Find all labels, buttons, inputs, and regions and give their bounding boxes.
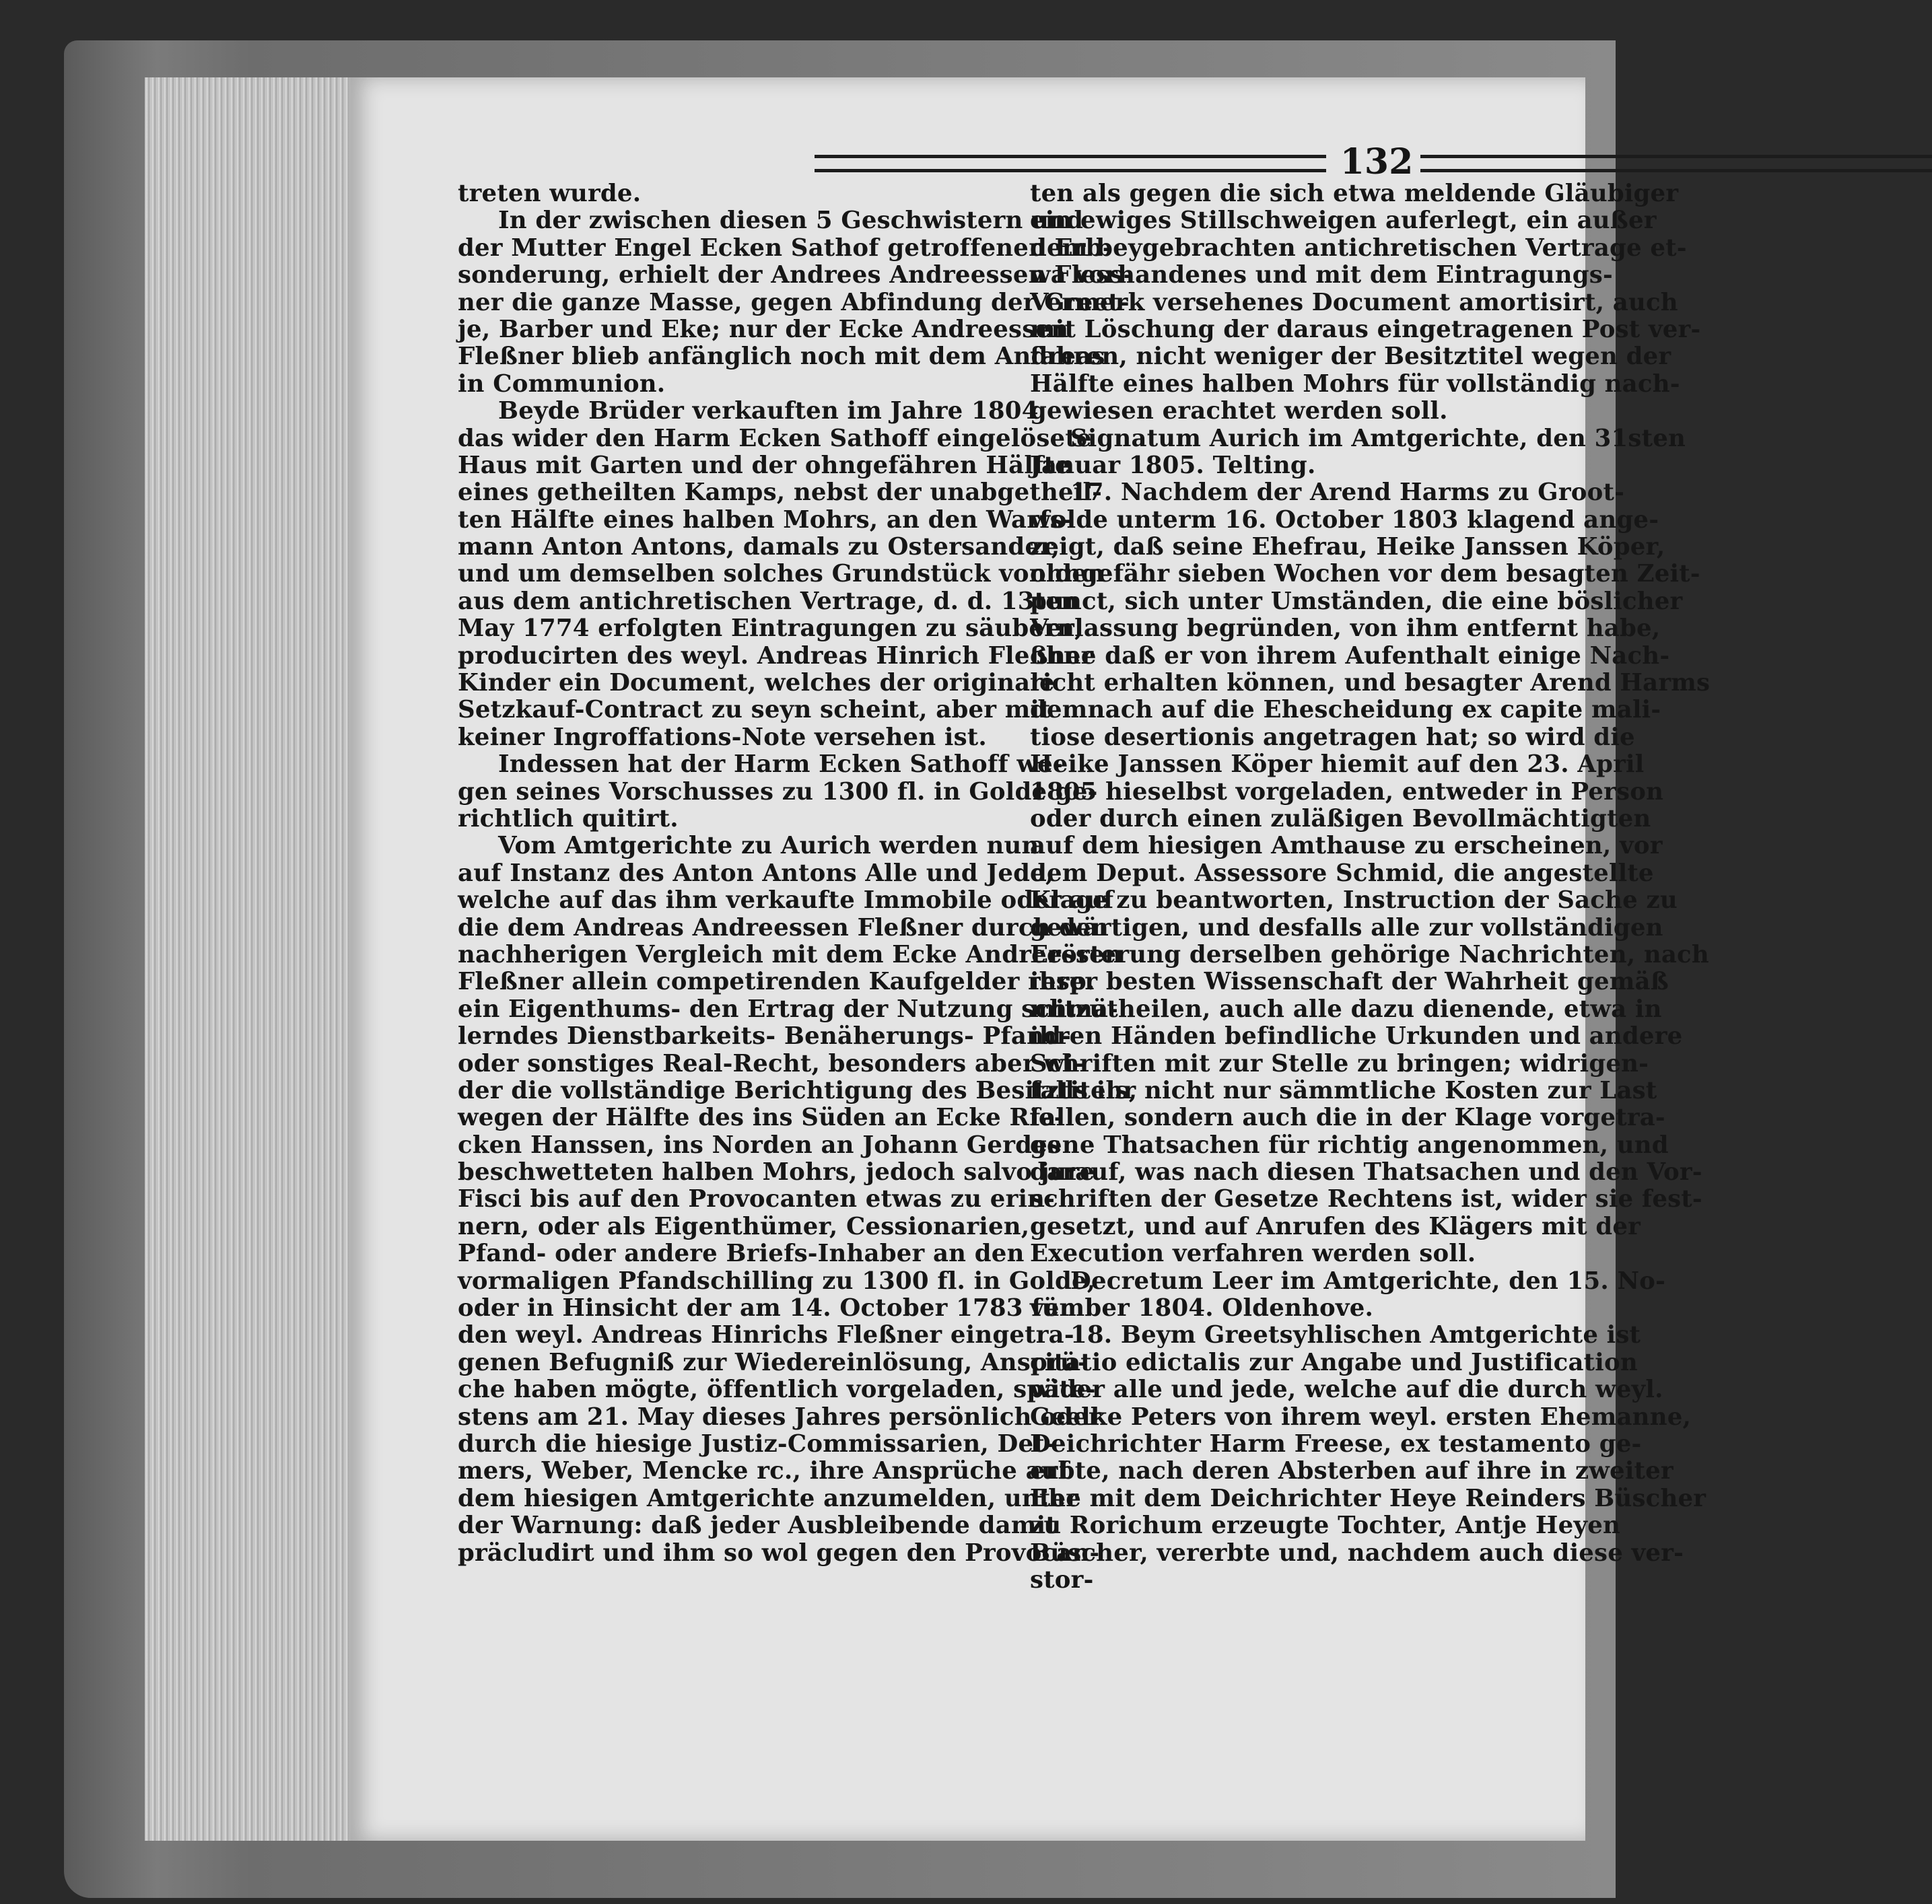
right-column-line: Execution verfahren werden soll. <box>1030 1240 1476 1268</box>
right-column-line: dem beygebrachten antichretischen Vertrage et- <box>1030 234 1687 262</box>
right-column-line: erbte, nach deren Absterben auf ihre in zweiter <box>1030 1457 1674 1485</box>
left-column-line: je, Barber und Eke; nur der Ecke Andreessen <box>458 315 1069 343</box>
left-column-line: die dem Andreas Andreessen Fleßner durch den <box>458 913 1109 942</box>
left-column-line: durch die hiesige Justiz-Commissarien, Det- <box>458 1430 1055 1458</box>
right-column-line: ohne daß er von ihrem Aufenthalt einige Nach- <box>1030 641 1670 670</box>
right-column-line: punct, sich unter Umständen, die eine böslicher <box>1030 587 1683 615</box>
right-column-line: mitzutheilen, auch alle dazu dienende, etwa in <box>1030 995 1662 1023</box>
left-column-line: cken Hanssen, ins Norden an Johann Gerdes <box>458 1131 1062 1159</box>
right-column-line: ten als gegen die sich etwa meldende Gläubiger <box>1030 180 1679 207</box>
left-column-line: eines getheilten Kamps, nebst der unabgetheil- <box>458 479 1103 507</box>
right-column-line: ein ewiges Stillschweigen auferlegt, ein außer <box>1030 207 1657 235</box>
right-column-line: gene Thatsachen für richtig angenommen, und <box>1030 1131 1669 1159</box>
right-column-line: falls ihr nicht nur sämmtliche Kosten zur Last <box>1030 1076 1657 1104</box>
right-column-line: Januar 1805. Telting. <box>1030 451 1316 479</box>
right-column-line: fallen, sondern auch die in der Klage vorgetra- <box>1030 1104 1665 1132</box>
right-column-line: Hälfte eines halben Mohrs für vollständig nach- <box>1030 369 1680 398</box>
left-column-line: beschwetteten halben Mohrs, jedoch salvo jure <box>458 1158 1095 1187</box>
left-column-line: oder sonstiges Real-Recht, besonders aber wi- <box>458 1049 1084 1078</box>
left-column-line: und um demselben solches Grundstück von den <box>458 560 1105 588</box>
left-column-line: Beyde Brüder verkauften im Jahre 1804 <box>498 397 1039 425</box>
left-column-line: In der zwischen diesen 5 Geschwistern und <box>498 207 1084 235</box>
right-column-line: auf dem hiesigen Amthause zu erscheinen, vor <box>1030 832 1663 860</box>
left-column-line: dem hiesigen Amtgerichte anzumelden, unter <box>458 1484 1079 1512</box>
right-column-line: citatio edictalis zur Angabe und Justification <box>1030 1348 1638 1376</box>
left-column-line: präcludirt und ihm so wol gegen den Provocan- <box>458 1539 1100 1567</box>
left-column-line: Pfand- oder andere Briefs-Inhaber an den <box>458 1240 1025 1268</box>
right-column-line: vember 1804. Oldenhove. <box>1030 1294 1374 1323</box>
page-stack-edges <box>145 77 353 1841</box>
left-column-line: keiner Ingroffations-Note versehen ist. <box>458 723 987 751</box>
right-column-line: Geelke Peters von ihrem weyl. ersten Ehemanne, <box>1030 1403 1692 1431</box>
right-column-line: 17. Nachdem der Arend Harms zu Groot- <box>1070 479 1625 507</box>
right-column-line: Klage zu beantworten, Instruction der Sache zu <box>1030 886 1678 915</box>
left-column-line: wegen der Hälfte des ins Süden an Ecke Rie- <box>458 1104 1064 1132</box>
right-column-line: wolde unterm 16. October 1803 klagend ange- <box>1030 505 1659 534</box>
right-column-line: 1805 hieselbst vorgeladen, entweder in Person <box>1030 777 1664 806</box>
left-column-line: Fisci bis auf den Provocanten etwas zu erin- <box>458 1185 1056 1213</box>
left-column <box>458 180 1138 1567</box>
left-column-line: ner die ganze Masse, gegen Abfindung der Greet- <box>458 288 1130 316</box>
left-column-line: ein Eigenthums- den Ertrag der Nutzung schmä- <box>458 995 1119 1023</box>
header-rule-right <box>1420 155 1932 172</box>
left-column-line: welche auf das ihm verkaufte Immobile oder auf <box>458 886 1114 915</box>
right-column-line: Ehe mit dem Deichrichter Heye Reinders Büscher <box>1030 1484 1706 1512</box>
left-column-line: der Mutter Engel Ecken Sathof getroffenen Erb- <box>458 234 1113 262</box>
page-header <box>350 141 1585 182</box>
right-column-line: Signatum Aurich im Amtgerichte, den 31sten <box>1070 424 1686 452</box>
right-column-line: stor- <box>1030 1565 1094 1594</box>
right-column-line: fahren, nicht weniger der Besitztitel wegen der <box>1030 343 1671 371</box>
left-column-line: Fleßner allein competirenden Kaufgelder resp. <box>458 968 1095 996</box>
left-column-line: May 1774 erfolgten Eintragungen zu säubern, <box>458 614 1083 643</box>
left-column-line: genen Befugniß zur Wiedereinlösung, Ansprü- <box>458 1348 1088 1376</box>
header-rule-left <box>815 155 1326 172</box>
right-column-line: Decretum Leer im Amtgerichte, den 15. No- <box>1070 1267 1665 1295</box>
left-column-line: Haus mit Garten und der ohngefähren Hälfte <box>458 451 1070 479</box>
left-column-line: treten wurde. <box>458 180 642 207</box>
left-column-line: nern, oder als Eigenthümer, Cessionarien, <box>458 1212 1030 1240</box>
right-column-line: darauf, was nach diesen Thatsachen und den Vor- <box>1030 1158 1702 1187</box>
left-column-line: Indessen hat der Harm Ecken Sathoff we- <box>498 750 1063 779</box>
right-column-line: Vermerk versehenes Document amortisirt, auch <box>1030 288 1678 316</box>
left-column-line: gen seines Vorschusses zu 1300 fl. in Golde ge- <box>458 777 1098 806</box>
left-column-line: Vom Amtgerichte zu Aurich werden nun <box>498 832 1039 860</box>
right-column-line: richt erhalten können, und besagter Arend Harms <box>1030 669 1711 697</box>
right-column-line: ihrer besten Wissenschaft der Wahrheit gemäß <box>1030 968 1669 996</box>
right-column-line: 18. Beym Greetsyhlischen Amtgerichte ist <box>1070 1321 1641 1349</box>
left-column-line: che haben mögte, öffentlich vorgeladen, späte- <box>458 1376 1096 1404</box>
left-column-line: vormaligen Pfandschilling zu 1300 fl. in Golde, <box>458 1267 1096 1295</box>
right-column-line: zu Rorichum erzeugte Tochter, Antje Heyen <box>1030 1512 1621 1540</box>
right-column-line: demnach auf die Ehescheidung ex capite mali- <box>1030 696 1661 724</box>
right-column-line: gewiesen erachtet werden soll. <box>1030 397 1448 425</box>
right-column-line: ohngefähr sieben Wochen vor dem besagten Zeit- <box>1030 560 1700 588</box>
left-column-line: aus dem antichretischen Vertrage, d. d. 13ten <box>458 587 1079 615</box>
left-column-line: sonderung, erhielt der Andrees Andreessen Fless- <box>458 261 1134 289</box>
right-column-line: Büscher, vererbte und, nachdem auch diese ver- <box>1030 1539 1684 1567</box>
right-column-line: wider alle und jede, welche auf die durch weyl. <box>1030 1376 1663 1404</box>
left-column-line: Setzkauf-Contract zu seyn scheint, aber mit <box>458 696 1051 724</box>
left-column-line: auf Instanz des Anton Antons Alle und Jede, <box>458 859 1054 887</box>
page-number: 132 <box>1340 141 1414 182</box>
left-column-line: richtlich quitirt. <box>458 804 679 833</box>
right-column-line: Schriften mit zur Stelle zu bringen; widrigen- <box>1030 1049 1649 1078</box>
left-column-line: stens am 21. May dieses Jahres persönlich oder <box>458 1403 1101 1431</box>
right-column-line: gesetzt, und auf Anrufen des Klägers mit der <box>1030 1212 1641 1240</box>
left-column-line: ten Hälfte eines halben Mohrs, an den Warfs- <box>458 505 1074 534</box>
right-column-line: gewärtigen, und desfalls alle zur vollständigen <box>1030 913 1663 942</box>
left-column-line: mers, Weber, Mencke rc., ihre Ansprüche auf <box>458 1457 1070 1485</box>
left-column-line: der die vollständige Berichtigung des Besitztitels, <box>458 1076 1138 1104</box>
right-column-line: zeigt, daß seine Ehefrau, Heike Janssen Köper, <box>1030 533 1665 561</box>
left-column-line: oder in Hinsicht der am 14. October 1783 für <box>458 1294 1072 1323</box>
right-column-line: tiose desertionis angetragen hat; so wird die <box>1030 723 1635 751</box>
right-column <box>1030 180 1711 1594</box>
left-column-line: das wider den Harm Ecken Sathoff eingelösete <box>458 424 1092 452</box>
left-column-line: in Communion. <box>458 369 666 398</box>
left-column-line: mann Anton Antons, damals zu Ostersander, <box>458 533 1060 561</box>
right-column-line: schriften der Gesetze Rechtens ist, wider sie fest- <box>1030 1185 1702 1213</box>
right-column-line: wa vorhandenes und mit dem Eintragungs- <box>1030 261 1613 289</box>
right-column-line: Verlassung begründen, von ihm entfernt habe, <box>1030 614 1661 643</box>
left-column-line: den weyl. Andreas Hinrichs Fleßner eingetra- <box>458 1321 1074 1349</box>
left-column-line: lerndes Dienstbarkeits- Benäherungs- Pfand- <box>458 1022 1072 1051</box>
right-column-line: ihren Händen befindliche Urkunden und andere <box>1030 1022 1683 1051</box>
right-column-line: oder durch einen zuläßigen Bevollmächtigten <box>1030 804 1651 833</box>
right-column-line: Deichrichter Harm Freese, ex testamento ge- <box>1030 1430 1642 1458</box>
left-column-line: nachherigen Vergleich mit dem Ecke Andreessen <box>458 940 1122 968</box>
right-column-line: mit Löschung der daraus eingetragenen Post ver- <box>1030 315 1701 343</box>
left-column-line: Kinder ein Document, welches der originale <box>458 669 1055 697</box>
right-column-line: Heike Janssen Köper hiemit auf den 23. April <box>1030 750 1645 779</box>
right-column-line: Erörterung derselben gehörige Nachrichten, nach <box>1030 940 1709 968</box>
left-column-line: producirten des weyl. Andreas Hinrich Fleßner <box>458 641 1094 670</box>
left-column-line: Fleßner blieb anfänglich noch mit dem Andreas <box>458 343 1105 371</box>
left-column-line: der Warnung: daß jeder Ausbleibende damit <box>458 1512 1057 1540</box>
right-column-line: dem Deput. Assessore Schmid, die angestellte <box>1030 859 1654 887</box>
